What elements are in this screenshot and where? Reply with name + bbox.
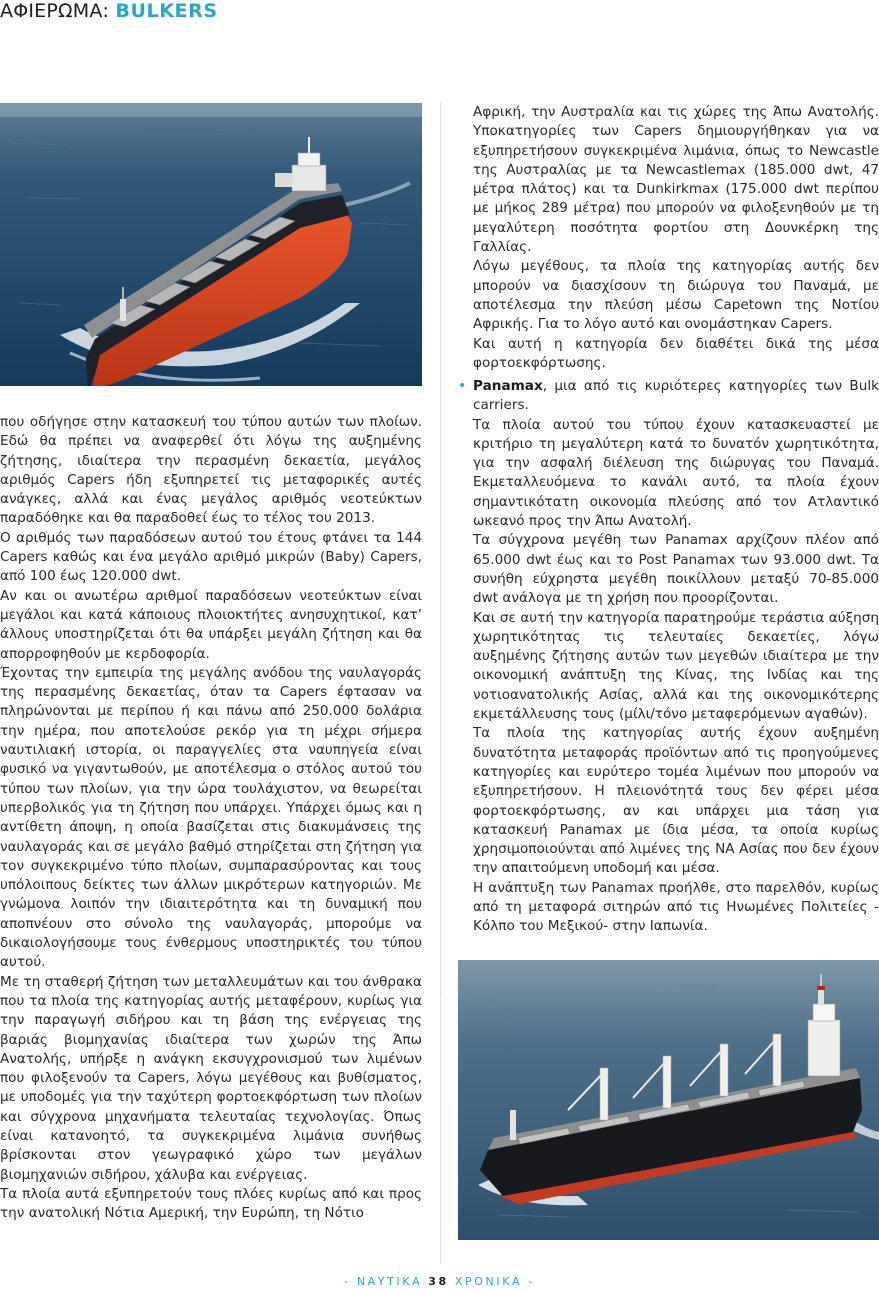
capesize-bulk-carrier-photo [0, 103, 422, 386]
page-number: 38 [428, 1275, 449, 1288]
body-paragraph: Αφρική, την Αυστραλία και τις χώρες της Άπω Ανατολής. Υποκατηγορίες των Capers δημιουργήθηκαν για να εξυπηρετήσουν συγκεκριμένα λιμάνια, όπως το Newcastle της Αυστραλίας με τα Newcastlemax (185.000 dwt, 47 μέτρα πλάτος) και τα Dunkirkmax (175.000 dwt περίπου με μήκος 289 μέτρα) που μπορούν να φιλοξενηθούν με τη μεγαλύτερη ποσότητα φορτίου στη Δουνκέρκη της Γαλλίας. [473, 104, 879, 256]
body-paragraph: Λόγω μεγέθους, τα πλοία της κατηγορίας αυτής δεν μπορούν να διασχίσουν τη διώρυγα του Παναμά, με αποτέλεσμα την πλεύση μέσω Capetown της Νοτίου Αφρικής. Για το λόγο αυτό και ονομάστηκαν Capers. [473, 258, 879, 333]
bullet-icon: • [458, 378, 467, 394]
body-paragraph: Τα πλοία αυτού του τύπου έχουν κατασκευαστεί με κριτήριο τη μεγαλύτερη κατά το δυνατόν χωρητικότητα, για την ασφαλή διέλευση της διώρυγας του Παναμά. Εκμεταλλευόμενα το κανάλι αυτό, τα πλοία έχουν σημαντικότατη οικονομία πλεύσης από τον Ατλαντικό ωκεανό προς την Άπω Ανατολή. [473, 416, 879, 530]
body-paragraph: Τα πλοία της κατηγορίας αυτής έχουν αυξημένη δυνατότητα μεταφοράς προϊόντων από τις προηγούμενες κατηγορίες και ευρύτερο τομέα λιμένων που μπορούν να εξυπηρετήσουν. Η πλειονότητά τους δεν φέρει μέσα φορτοεκφόρτωσης, αν και υπάρχει μια τάση για κατασκευή Panamax με ίδια μέσα, τα οποία κυρίως χρησιμοποιούνται από λιμένες της ΝΑ Ασίας που δεν έχουν την απαιτούμενη υποδομή και μέσα. [473, 725, 879, 877]
bottom-ship-photo [458, 960, 879, 1240]
body-paragraph: Η ανάπτυξη των Panamax προήλθε, στο παρελθόν, κυρίως από τη μεταφορά σιτηρών από τις Ηνωμένες Πολιτείες - Κόλπο του Μεξικού- στην Ιαπωνία. [473, 879, 879, 935]
body-paragraph: Τα πλοία αυτά εξυπηρετούν τους πλόες κυρίως από και προς την ανατολική Νότια Αμερική, την Ευρώπη, τη Νότιο [0, 1185, 422, 1222]
body-paragraph: Και σε αυτή την κατηγορία παρατηρούμε τεράστια αύξηση χωρητικότητας τις τελευταίες δεκαετίες, λόγω αυξημένης ζήτησης αυτών των μεγεθών ιδιαίτερα με την οικονομική ανάπτυξη της Κίνας, της Ινδίας και της νοτιοανατολικής Ασίας, αλλά και της οικονομικότερης εκμετάλλευσης τους (μίλι/τόνο μεταφερόμενων αγαθών). [473, 609, 879, 723]
bullet-lead-paragraph [473, 377, 879, 416]
body-paragraph: Έχοντας την εμπειρία της μεγάλης ανόδου της ναυλαγοράς της περασμένης δεκαετίας, όταν τα Capers έφτασαν να πληρώνονται με περίπου ή και πάνω από 250.000 δολάρια την ημέρα, που αποτελούσε ρεκόρ για τη μέχρι σήμερα ναυτιλιακή ιστορία, οι παραγγελίες στα ναυπηγεία είναι φυσικό να γιγαντωθούν, με αποτέλεσμα ο στόλος αυτού του τύπου των πλοίων, για την ώρα τουλάχιστον, να θεωρείται υπερβολικός για τη ζήτηση που υπάρχει. Υπάρχει όμως και η αντίθετη άποψη, η οποία βασίζεται στις διακυμάνσεις της ναυλαγοράς και σε μεγάλο βαθμό στηρίζεται στη ζήτηση για τον συγκεκριμένο τύπο πλοίων, συμπαρασύροντας και τους υπόλοιπους δείκτες των άλλων μικρότερων κατηγοριών. Με γνώμονα λοιπόν την ιδιαιτερότητα και τη δυναμική που αποπνέουν στο σύνολο της ναυλαγοράς, μπορούμε να δικαιολογήσουμε τους ένθερμους υποστηρικτές του τύπου αυτού. [0, 664, 422, 971]
left-column-text [0, 413, 422, 1223]
bullet-term: Panamax [473, 378, 543, 394]
bullet-body [473, 377, 879, 937]
column-divider [440, 103, 441, 1263]
body-paragraph: που οδήγησε στην κατασκευή του τύπου αυτών των πλοίων. Εδώ θα πρέπει να αναφερθεί ότι λόγω της αυξημένης ζήτησης, ιδιαίτερα την περασμένη δεκαετία, μεγάλος αριθμός Capers ήδη εξυπηρετεί τις μεταφορικές αυτές ανάγκες, αλλά και ένας μεγάλος αριθμός νεοτεύκτων παραδόθηκε και θα παραδοθεί έως το τέλος του 2013. [0, 414, 422, 527]
top-ship-photo [0, 103, 422, 386]
bullet-lead: , μια από τις κυριότερες κατηγορίες των Bulk carriers. [473, 378, 879, 414]
body-paragraph: Με τη σταθερή ζήτηση των μεταλλευμάτων και του άνθρακα που τα πλοία της κατηγορίας αυτής μεταφέρουν, κυρίως για την παραγωγή σιδήρου και τη βάση της ενέργειας της βαριάς βιομηχανίας ιδιαίτερα των χωρών της Άπω Ανατολής, υπήρξε η ανάγκη εκσυγχρονισμού των λιμένων που φιλοξενούν τα Capers, λόγω μεγέθους και βυθίσματος, με υποδομές για την ταχύτερη φορτοεκφόρτωση των πλοίων και σύγχρονα μηχανήματα τελευταίας τεχνολογίας. Όπως είναι κατανοητό, τα συγκεκριμένα λιμάνια συνήθως βρίσκονται στον γεωγραφικό χώρο των μεγάλων βιομηχανιών σιδήρου, χάλυβα και ενέργειας. [0, 973, 422, 1183]
panamax-bulk-carrier-photo [458, 960, 879, 1240]
body-paragraph: Ο αριθμός των παραδόσεων αυτού του έτους φτάνει τα 144 Capers καθώς και ένα μεγάλο αριθμό μικρών (Baby) Capers, από 100 έως 120.000 dwt. [0, 529, 422, 585]
page-footer [0, 1275, 879, 1288]
panamax-bullet [458, 377, 879, 937]
section-header [0, 0, 218, 24]
header-section: BULKERS [115, 0, 218, 22]
footer-right: ΧΡΟΝΙΚΑ - [448, 1275, 535, 1288]
footer-left: - ΝΑΥΤΙΚΑ [344, 1275, 429, 1288]
right-column-bottom-text [458, 377, 879, 937]
body-paragraph: Αν και οι ανωτέρω αριθμοί παραδόσεων νεοτεύκτων είναι μεγάλοι και κατά κάποιους πλοιοκτήτες ανησυχητικοί, κατ’ άλλους υποστηρίζεται ότι θα υπάρξει μεγάλη ζήτηση και θα απορροφηθούν με κερδοφορία. [0, 587, 422, 662]
header-prefix: ΑΦΙΕΡΩΜΑ: [0, 0, 116, 22]
body-paragraph: Και αυτή η κατηγορία δεν διαθέτει δικά της μέσα φορτοεκφόρτωσης. [473, 335, 879, 371]
right-column-top-text [473, 103, 879, 373]
body-paragraph: Τα σύγχρονα μεγέθη των Panamax αρχίζουν πλέον από 65.000 dwt έως και το Post Panamax των 93.000 dwt. Τα συνήθη εύχρηστα μεγέθη ποικίλλουν μεταξύ 70-85.000 dwt ανάλογα με τη χρήση που προορίζονται. [473, 532, 879, 607]
